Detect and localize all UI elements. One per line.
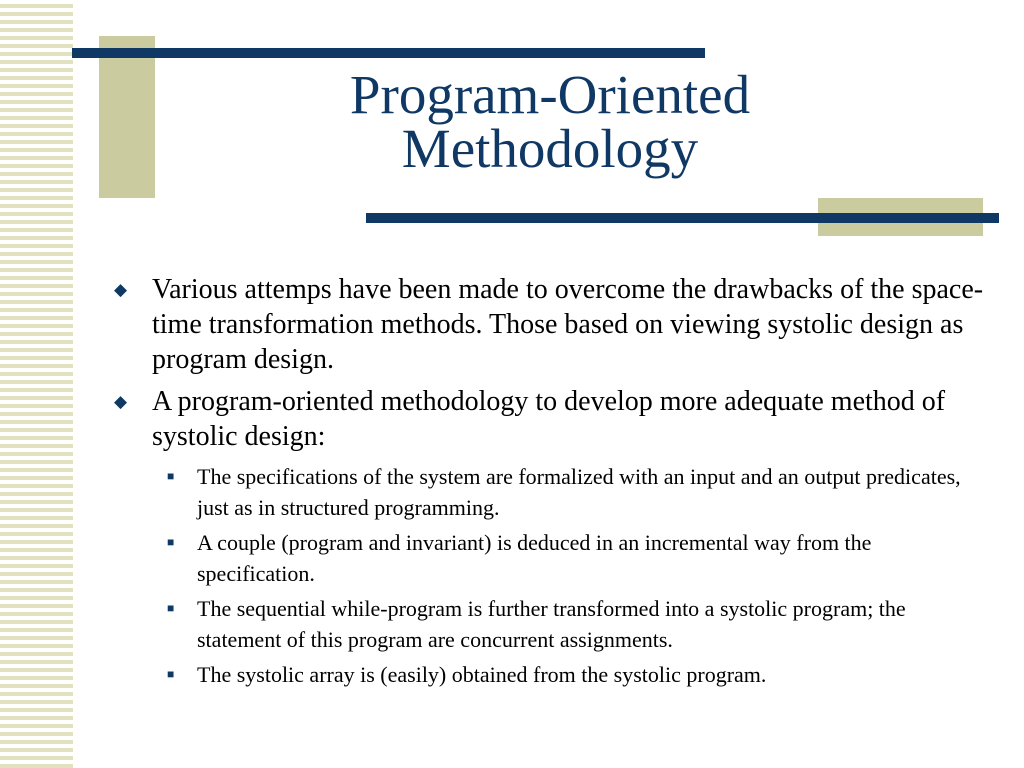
square-bullet-icon: ■	[167, 601, 175, 615]
decorative-title-block	[99, 36, 155, 198]
bullet-text: A program-oriented methodology to develop more adequate method of systolic design:	[152, 386, 946, 452]
slide-body	[112, 272, 992, 694]
title-top-rule	[72, 48, 705, 58]
sub-bullet-text: The specifications of the system are formalized with an input and an output predicates, just as in structured programming.	[197, 464, 961, 520]
sub-bullet-item	[112, 461, 992, 523]
bullet-item	[112, 384, 992, 454]
sub-bullet-item	[112, 659, 992, 690]
sub-bullet-item	[112, 593, 992, 655]
sub-bullet-text: The sequential while-program is further transformed into a systolic program; the statement of this program are concurrent assignments.	[197, 596, 906, 652]
sub-bullet-item	[112, 527, 992, 589]
decorative-stripe-band	[0, 0, 73, 768]
square-bullet-icon: ■	[167, 667, 175, 681]
diamond-bullet-icon: ◆	[114, 280, 128, 299]
diamond-bullet-icon: ◆	[114, 392, 128, 411]
bullet-item	[112, 272, 992, 377]
sub-bullet-text: The systolic array is (easily) obtained from the systolic program.	[197, 662, 767, 687]
slide-title-line-2: Methodology	[401, 118, 699, 179]
slide-title	[250, 64, 850, 179]
bullet-text: Various attemps have been made to overcome the drawbacks of the space-time transformation methods. Those based on viewing systolic design as program design.	[152, 274, 984, 375]
square-bullet-icon: ■	[167, 469, 175, 483]
square-bullet-icon: ■	[167, 535, 175, 549]
title-bottom-rule-segment	[818, 213, 999, 223]
sub-bullet-text: A couple (program and invariant) is deduced in an incremental way from the specification.	[197, 530, 872, 586]
slide-title-line-1: Program-Oriented	[349, 64, 751, 125]
